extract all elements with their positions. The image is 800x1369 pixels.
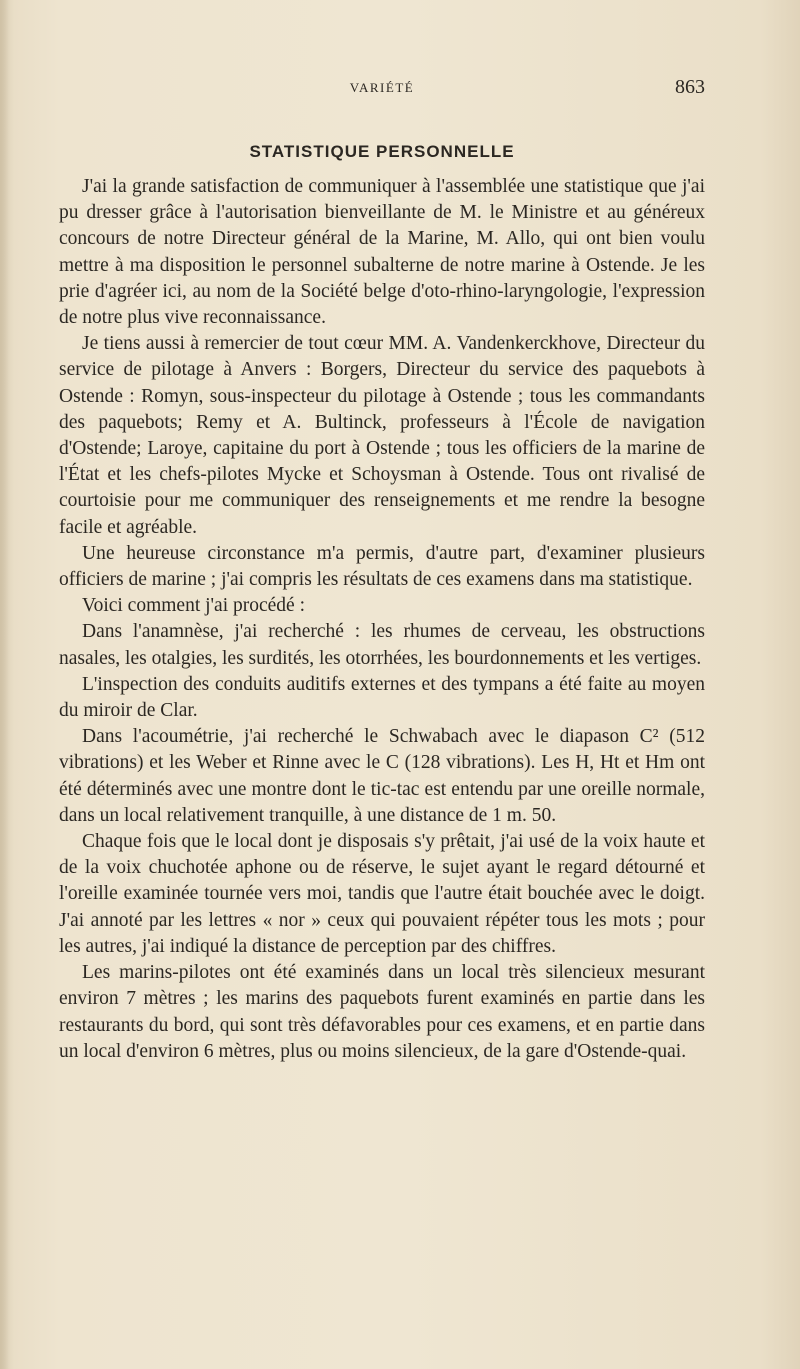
article-heading: STATISTIQUE PERSONNELLE <box>249 142 515 161</box>
paragraph-method-intro: Voici comment j'ai procédé : <box>82 595 306 617</box>
paragraph-voice-test: Chaque fois que le local dont je disposais s'y prêtait, j'ai usé de la voix haute et de la voix chuchotée aphone ou de réserve, le sujet ayant le regard détourné et l'oreille examinée tournée vers moi, tandis que l'autre était bouchée avec le doigt. J'ai annoté par les lettres « nor » ceux qui pouvaient répéter tous les mots ; pour les autres, j'ai indiqué la distance de perception par des chiffres. <box>59 831 705 957</box>
paragraph-inspection: L'inspection des conduits auditifs externes et des tympans a été faite au moyen du miroir de Clar. <box>59 673 705 722</box>
paragraph-officers: Une heureuse circonstance m'a permis, d'autre part, d'examiner plusieurs officiers de marine ; j'ai compris les résultats de ces examens dans ma statistique. <box>59 542 705 591</box>
text-block <box>59 74 705 1065</box>
paragraph-thanks: Je tiens aussi à remercier de tout cœur MM. A. Vandenkerckhove, Directeur du service de pilotage à Anvers : Borgers, Directeur du service des paquebots à Ostende : Romyn, sous-inspecteur du pilotage à Ostende ; tous les commandants des paquebots; Remy et A. Bultinck, professeurs à l'École de navigation d'Ostende; Laroye, capitaine du port à Ostende ; tous les officiers de la marine de l'État et les chefs-pilotes Mycke et Schoysman à Ostende. Tous ont rivalisé de courtoisie pour me communiquer des renseignements et me rendre la besogne facile et agréable. <box>59 333 705 538</box>
page-number: 863 <box>675 76 705 98</box>
running-title: VARIÉTÉ <box>349 80 415 95</box>
running-head <box>59 74 705 110</box>
page-edge-shadow <box>0 0 9 1369</box>
paragraph-anamnesis: Dans l'anamnèse, j'ai recherché : les rhumes de cerveau, les obstructions nasales, les otalgies, les surdités, les otorrhées, les bourdonnements et les vertiges. <box>59 621 705 669</box>
paragraph-acoumetry: Dans l'acoumétrie, j'ai recherché le Schwabach avec le diapason C² (512 vibrations) et les Weber et Rinne avec le C (128 vibrations). Les H, Ht et Hm ont été déterminés avec une montre dont le tic-tac est entendu par une oreille normale, dans un local relativement tranquille, à une distance de 1 m. 50. <box>59 726 705 826</box>
paragraph-examination-location: Les marins-pilotes ont été examinés dans un local très silencieux mesurant environ 7 mètres ; les marins des paquebots furent examinés en partie dans les restaurants du bord, qui sont très défavorables pour ces examens, et en partie dans un local d'environ 6 mètres, plus ou moins silencieux, de la gare d'Ostende-quai. <box>59 962 705 1062</box>
paragraph-acknowledgement: J'ai la grande satisfaction de communiquer à l'assemblée une statistique que j'ai pu dresser grâce à l'autorisation bienveillante de M. le Ministre et au généreux concours de notre Directeur général de la Marine, M. Allo, qui ont bien voulu mettre à ma disposition le personnel subalterne de notre marine à Ostende. Je les prie d'agréer ici, au nom de la Société belge d'oto-rhino-laryngologie, l'expression de notre plus vive reconnaissance. <box>59 176 705 329</box>
